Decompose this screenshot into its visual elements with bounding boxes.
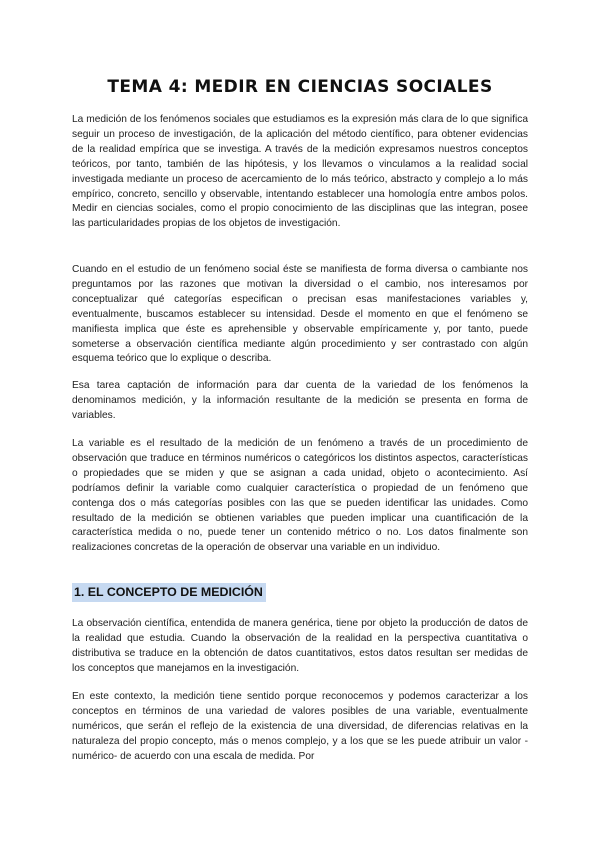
- page-title: TEMA 4: MEDIR EN CIENCIAS SOCIALES: [107, 77, 493, 97]
- paragraph-measurement: Esa tarea captación de información para dar cuenta de la variedad de los fenómenos la denominamos medición, y la información resultante de la medición se presenta en forma de variables.: [72, 380, 528, 421]
- paragraph-phenomenon: Cuando en el estudio de un fenómeno social éste se manifiesta de forma diversa o cambiante nos preguntamos por las razones que motivan la diversidad o el cambio, nos interesamos por conceptualizar qué categorías especifican o precisan esas manifestaciones variables y, eventualmente, buscamos establecer su intensidad. Desde el momento en que el fenómeno se manifiesta implica que éste es aprehensible y observable empíricamente y, por tanto, puede someterse a observación científica mediante algún procedimiento y ser contrastado con algún esquema teórico que lo explique o describa.: [72, 264, 528, 365]
- section-heading-text: 1. EL CONCEPTO DE MEDICIÓN: [72, 583, 266, 602]
- paragraph-variable: La variable es el resultado de la medición de un fenómeno a través de un procedimiento de observación que traduce en términos numéricos o categóricos los distintos aspectos, características o propiedades que se miden y que se asignan a cada unidad, objeto o acontecimiento. Así podríamos definir la variable como cualquier característica o propiedad de un fenómeno que contenga dos o más categorías posibles con las que se pueden identificar las unidades. Como resultado de la medición se obtienen variables que pueden implicar una cuantificación de la característica medida o no, puede tener un contenido métrico o no. Los datos finalmente son realizaciones concretas de la operación de observar una variable en un individuo.: [72, 438, 528, 554]
- paragraph-context: En este contexto, la medición tiene sentido porque reconocemos y podemos caracterizar a los conceptos en términos de una variedad de valores posibles de una variable, eventualmente numéricos, que serán el reflejo de la existencia de una diversidad, de diferencias relativas en la naturaleza del propio concepto, más o menos complejo, y a los que se les puede atribuir un valor -numérico- de acuerdo con una escala de medida. Por: [72, 691, 528, 762]
- section-heading: [72, 585, 266, 599]
- paragraph-observation: La observación científica, entendida de manera genérica, tiene por objeto la producción de datos de la realidad que estudia. Cuando la observación de la realidad en la perspectiva cuantitativa o distributiva se traduce en la obtención de datos cuantitativos, estos datos resultan ser medidas de los conceptos que manejamos en la investigación.: [72, 618, 528, 674]
- paragraph-intro: La medición de los fenómenos sociales que estudiamos es la expresión más clara de lo que significa seguir un proceso de investigación, de la aplicación del método científico, para obtener evidencias de la realidad empírica que se investiga. A través de la medición expresamos nuestros conceptos teóricos, por tanto, también de las hipótesis, y los llevamos o vinculamos a la realidad social investigada mediante un proceso de acercamiento de lo más teórico, abstracto y complejo a lo más empírico, concreto, sencillo y observable, intentando establecer una homología entre ambos polos. Medir en ciencias sociales, como el propio conocimiento de las disciplinas que las integran, posee las particularidades propias de los objetos de investigación.: [72, 114, 528, 230]
